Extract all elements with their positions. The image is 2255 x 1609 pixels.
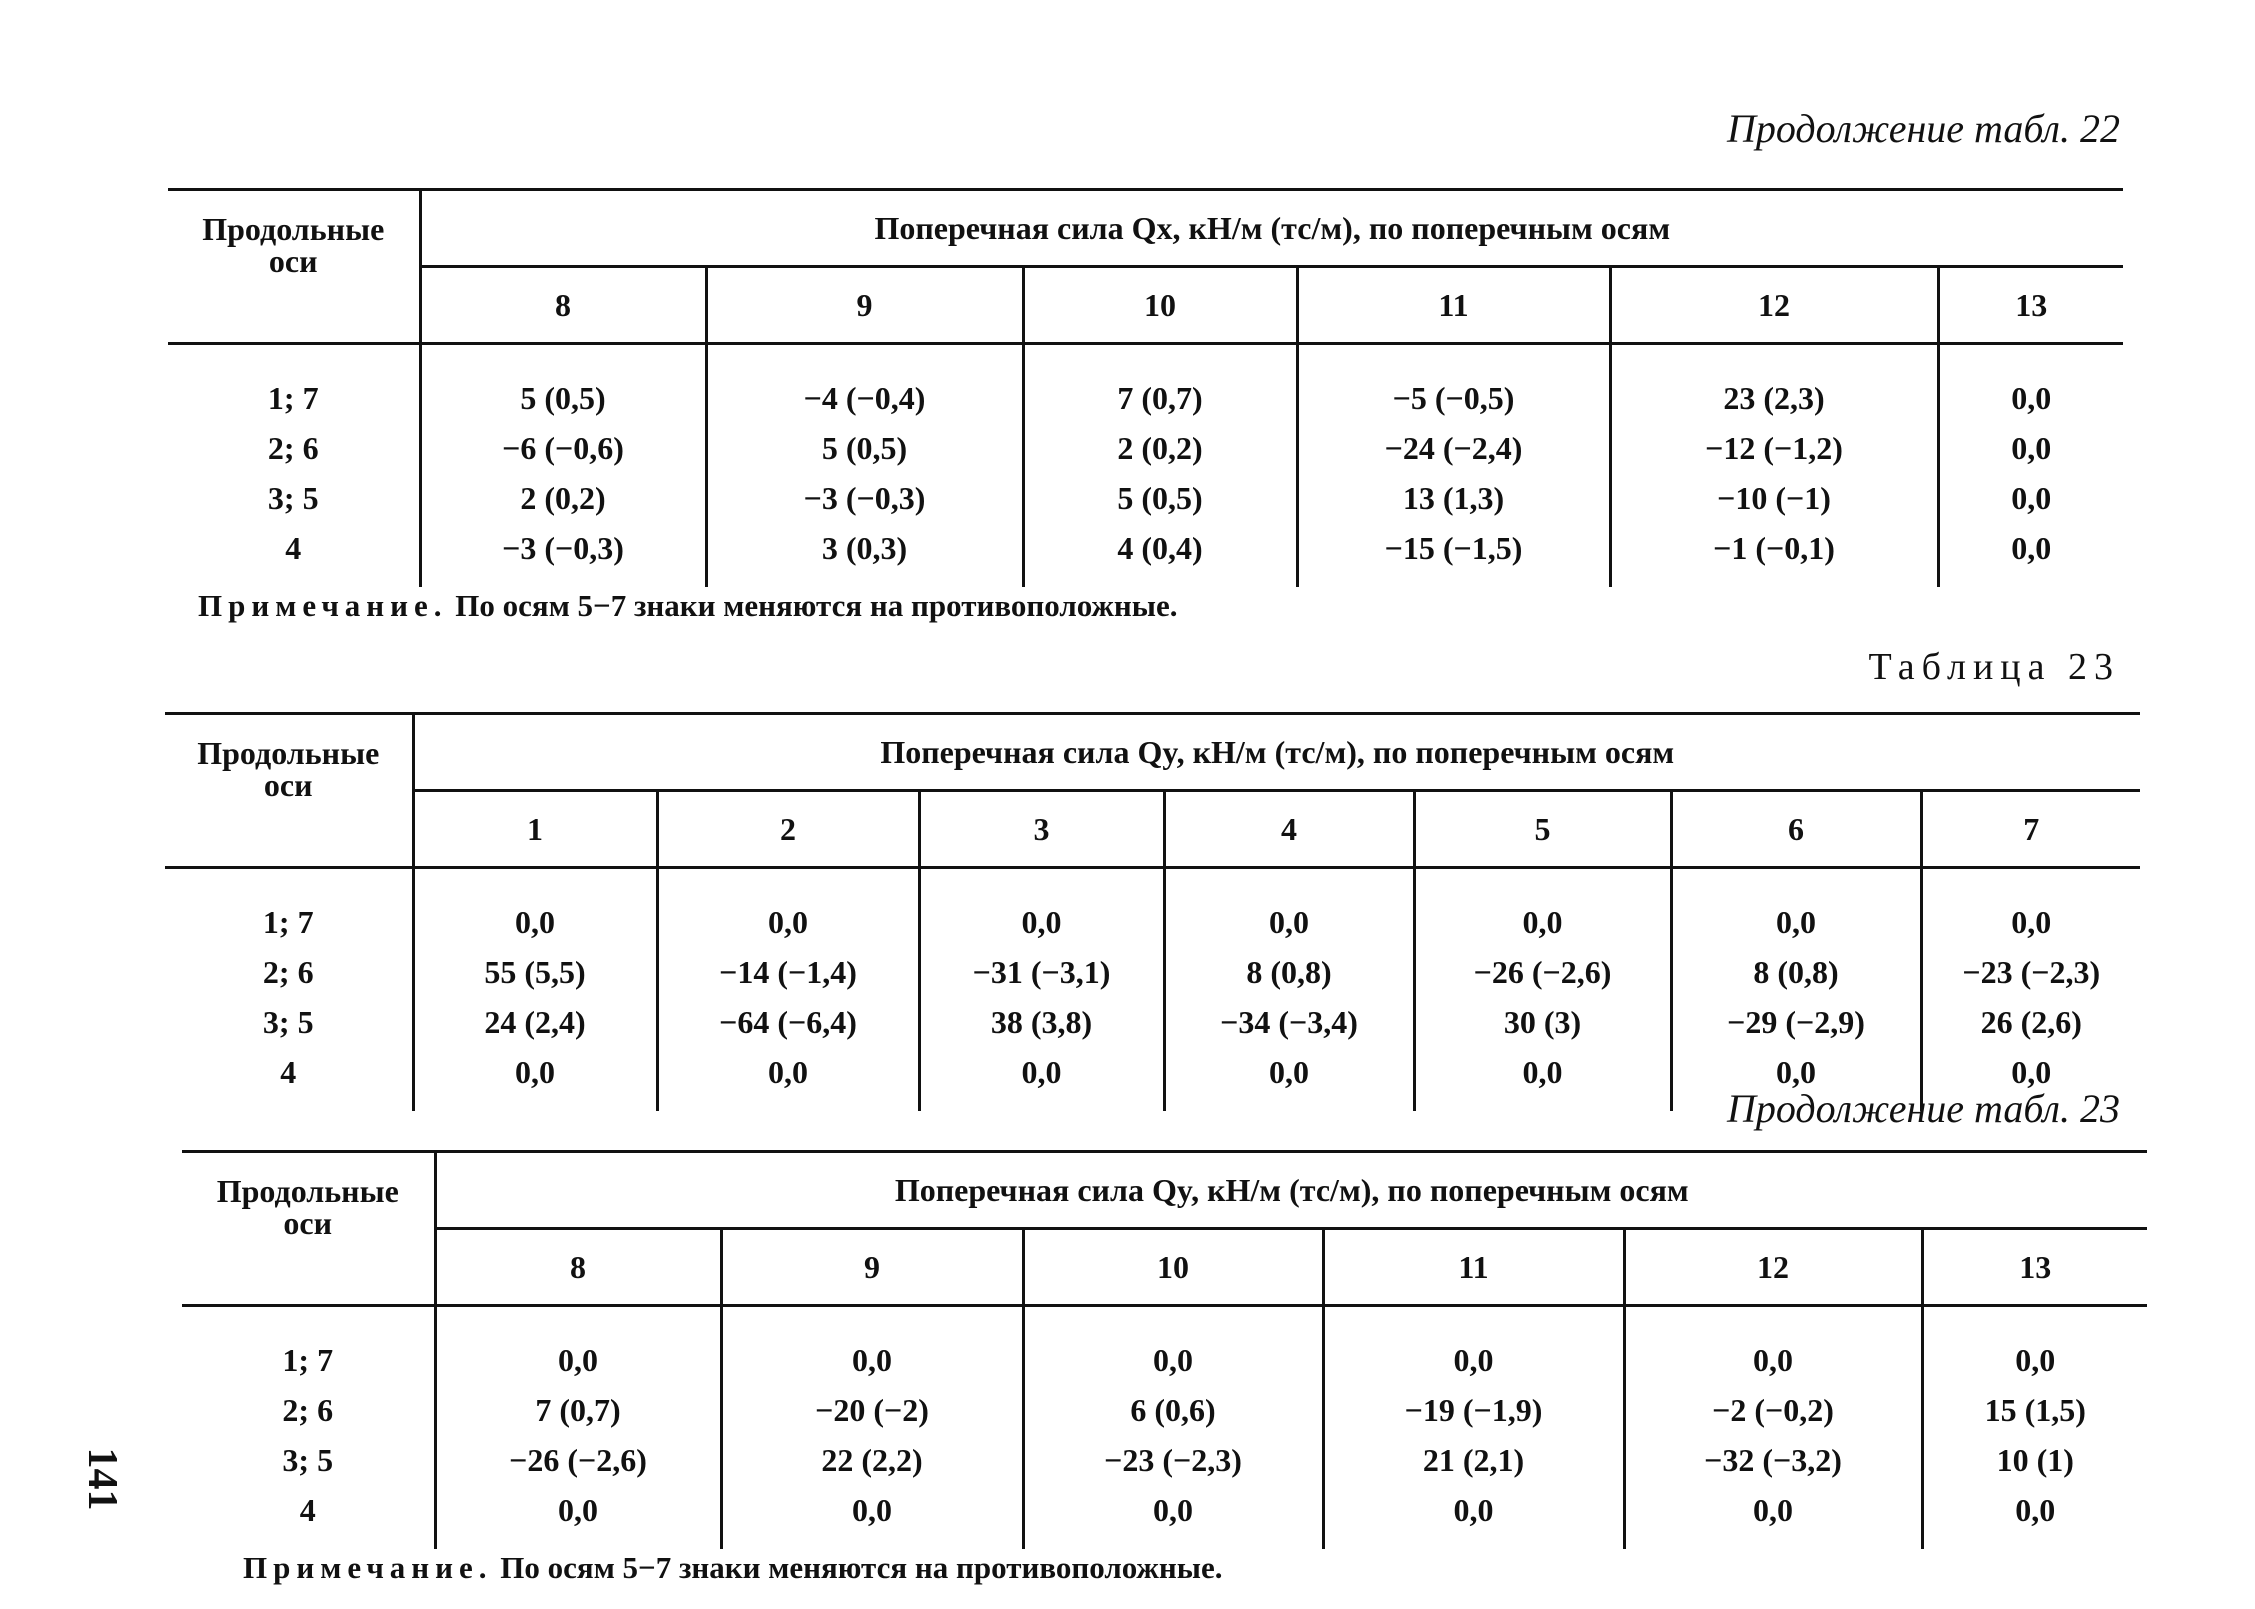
table-cell: 0,0 [2015, 1491, 2056, 1528]
column-header: 9 [706, 267, 1023, 344]
table-cell: 6 (0,6) [1023, 1385, 1323, 1435]
table-cell: −24 (−2,4) [1297, 423, 1610, 473]
longitudinal-axes-header: Продольные оси [182, 1152, 435, 1306]
table-cell: 0,0 [413, 868, 657, 948]
table-row [182, 1485, 2147, 1549]
table-cell: 38 (3,8) [919, 997, 1164, 1047]
column-header: 13 [1922, 1229, 2147, 1306]
page-number: 141 [79, 1447, 125, 1511]
table-cell: −4 (−0,4) [706, 344, 1023, 424]
table-cell: 0,0 [1323, 1485, 1624, 1549]
note-label: Примечание. [243, 1550, 493, 1585]
table-cell: 0,0 [2011, 903, 2052, 940]
table-row [182, 1435, 2147, 1485]
table-cell: 0,0 [657, 1047, 919, 1111]
table-cell: 0,0 [1671, 868, 1921, 948]
table-23-qy [165, 712, 2140, 1111]
table-cell: −2 (−0,2) [1624, 1385, 1922, 1435]
table-cell: 0,0 [721, 1306, 1023, 1386]
table-cell: 0,0 [2011, 429, 2052, 466]
table-row [165, 997, 2140, 1047]
table-cell: 0,0 [1671, 1047, 1921, 1111]
column-header: 3 [919, 791, 1164, 868]
table-row [182, 1306, 2147, 1386]
table-cell: −5 (−0,5) [1297, 344, 1610, 424]
column-header: 13 [1938, 267, 2123, 344]
row-axis-label: 2; 6 [165, 947, 413, 997]
table-row [165, 947, 2140, 997]
table-row [168, 473, 2123, 523]
table-cell: −10 (−1) [1610, 473, 1938, 523]
row-axis-label: 3; 5 [168, 473, 420, 523]
table-cell: −23 (−2,3) [1962, 953, 2101, 990]
row-axis-label: 1; 7 [165, 868, 413, 948]
table-cell: 2 (0,2) [420, 473, 706, 523]
table-cell: −19 (−1,9) [1323, 1385, 1624, 1435]
table-cell: 0,0 [919, 868, 1164, 948]
note-text: По осям 5−7 знаки меняются на противоположные. [492, 1550, 1223, 1585]
table-cell: 0,0 [435, 1485, 721, 1549]
table-cell: −12 (−1,2) [1610, 423, 1938, 473]
transverse-force-header: Поперечная сила Qy, кН/м (тс/м), по поперечным осям [435, 1152, 2147, 1229]
table-cell: 0,0 [721, 1485, 1023, 1549]
column-header: 1 [413, 791, 657, 868]
column-header: 2 [657, 791, 919, 868]
row-axis-label: 2; 6 [168, 423, 420, 473]
table-23-continuation-caption: Продолжение табл. 23 [1726, 1086, 2120, 1131]
column-header: 10 [1023, 1229, 1323, 1306]
table-cell: −6 (−0,6) [420, 423, 706, 473]
column-header: 7 [1921, 791, 2140, 868]
table-row [168, 523, 2123, 587]
table-cell: 22 (2,2) [721, 1435, 1023, 1485]
column-header: 8 [435, 1229, 721, 1306]
longitudinal-axes-header: Продольные оси [165, 714, 413, 868]
table-cell: 0,0 [1624, 1485, 1922, 1549]
table-cell: 0,0 [2011, 479, 2052, 516]
note-label: Примечание. [198, 588, 448, 623]
table-cell: 7 (0,7) [435, 1385, 721, 1435]
table-23-qy-continuation [182, 1150, 2147, 1549]
table-cell: 10 (1) [1996, 1441, 2074, 1478]
table-cell: 8 (0,8) [1164, 947, 1414, 997]
table-cell: 0,0 [2011, 529, 2052, 566]
table-cell: 0,0 [1323, 1306, 1624, 1386]
table-cell: 0,0 [1164, 868, 1414, 948]
table-cell: 0,0 [1624, 1306, 1922, 1386]
column-header: 4 [1164, 791, 1414, 868]
table-cell: 0,0 [1414, 1047, 1671, 1111]
column-header: 8 [420, 267, 706, 344]
table-cell: 26 (2,6) [1980, 1003, 2082, 1040]
table-cell: 3 (0,3) [706, 523, 1023, 587]
table-cell: −31 (−3,1) [919, 947, 1164, 997]
table-cell: −29 (−2,9) [1671, 997, 1921, 1047]
column-header: 12 [1624, 1229, 1922, 1306]
table-cell: 0,0 [1164, 1047, 1414, 1111]
table-cell: 0,0 [919, 1047, 1164, 1111]
column-header: 9 [721, 1229, 1023, 1306]
table-23-caption: Таблица 23 [1868, 646, 2120, 688]
table-22-note [198, 588, 1178, 624]
row-axis-label: 2; 6 [182, 1385, 435, 1435]
table-cell: 55 (5,5) [413, 947, 657, 997]
table-cell: 13 (1,3) [1297, 473, 1610, 523]
column-header: 12 [1610, 267, 1938, 344]
column-header: 5 [1414, 791, 1671, 868]
table-cell: −26 (−2,6) [435, 1435, 721, 1485]
table-cell: 23 (2,3) [1610, 344, 1938, 424]
table-cell: 0,0 [1023, 1485, 1323, 1549]
table-cell: 30 (3) [1414, 997, 1671, 1047]
column-header: 11 [1323, 1229, 1624, 1306]
table-cell: −1 (−0,1) [1610, 523, 1938, 587]
table-cell: 15 (1,5) [1984, 1391, 2086, 1428]
table-cell: 5 (0,5) [706, 423, 1023, 473]
table-cell: −3 (−0,3) [706, 473, 1023, 523]
table-cell: 0,0 [413, 1047, 657, 1111]
row-axis-label: 4 [165, 1047, 413, 1111]
table-cell: −14 (−1,4) [657, 947, 919, 997]
table-row [168, 344, 2123, 424]
table-cell: −64 (−6,4) [657, 997, 919, 1047]
table-cell: 0,0 [657, 868, 919, 948]
table-cell: 8 (0,8) [1671, 947, 1921, 997]
table-row [182, 1385, 2147, 1435]
row-axis-label: 3; 5 [165, 997, 413, 1047]
column-header: 11 [1297, 267, 1610, 344]
row-axis-label: 1; 7 [168, 344, 420, 424]
table-cell: 5 (0,5) [420, 344, 706, 424]
table-23-note [243, 1550, 1223, 1586]
column-header: 10 [1023, 267, 1297, 344]
table-cell: −32 (−3,2) [1624, 1435, 1922, 1485]
table-cell: 21 (2,1) [1323, 1435, 1624, 1485]
table-cell: −34 (−3,4) [1164, 997, 1414, 1047]
transverse-force-header: Поперечная сила Qy, кН/м (тс/м), по поперечным осям [413, 714, 2140, 791]
table-cell: 4 (0,4) [1023, 523, 1297, 587]
table-row [165, 868, 2140, 948]
table-cell: 0,0 [1023, 1306, 1323, 1386]
table-cell: −23 (−2,3) [1023, 1435, 1323, 1485]
table-22-qx [168, 188, 2123, 587]
table-row [168, 423, 2123, 473]
longitudinal-axes-header: Продольные оси [168, 190, 420, 344]
table-cell: 0,0 [1414, 868, 1671, 948]
table-cell: 0,0 [2011, 1053, 2052, 1090]
transverse-force-header: Поперечная сила Qx, кН/м (тс/м), по поперечным осям [420, 190, 2123, 267]
row-axis-label: 4 [182, 1485, 435, 1549]
row-axis-label: 3; 5 [182, 1435, 435, 1485]
table-cell: 2 (0,2) [1023, 423, 1297, 473]
table-cell: 0,0 [2011, 379, 2052, 416]
table-22-continuation-caption: Продолжение табл. 22 [1726, 106, 2120, 151]
table-cell: 5 (0,5) [1023, 473, 1297, 523]
table-cell: 0,0 [435, 1306, 721, 1386]
table-cell: 7 (0,7) [1023, 344, 1297, 424]
table-cell: 0,0 [2015, 1341, 2056, 1378]
row-axis-label: 1; 7 [182, 1306, 435, 1386]
table-cell: −15 (−1,5) [1297, 523, 1610, 587]
table-cell: −20 (−2) [721, 1385, 1023, 1435]
table-cell: 24 (2,4) [413, 997, 657, 1047]
table-cell: −26 (−2,6) [1414, 947, 1671, 997]
row-axis-label: 4 [168, 523, 420, 587]
table-cell: −3 (−0,3) [420, 523, 706, 587]
column-header: 6 [1671, 791, 1921, 868]
note-text: По осям 5−7 знаки меняются на противоположные. [447, 588, 1178, 623]
